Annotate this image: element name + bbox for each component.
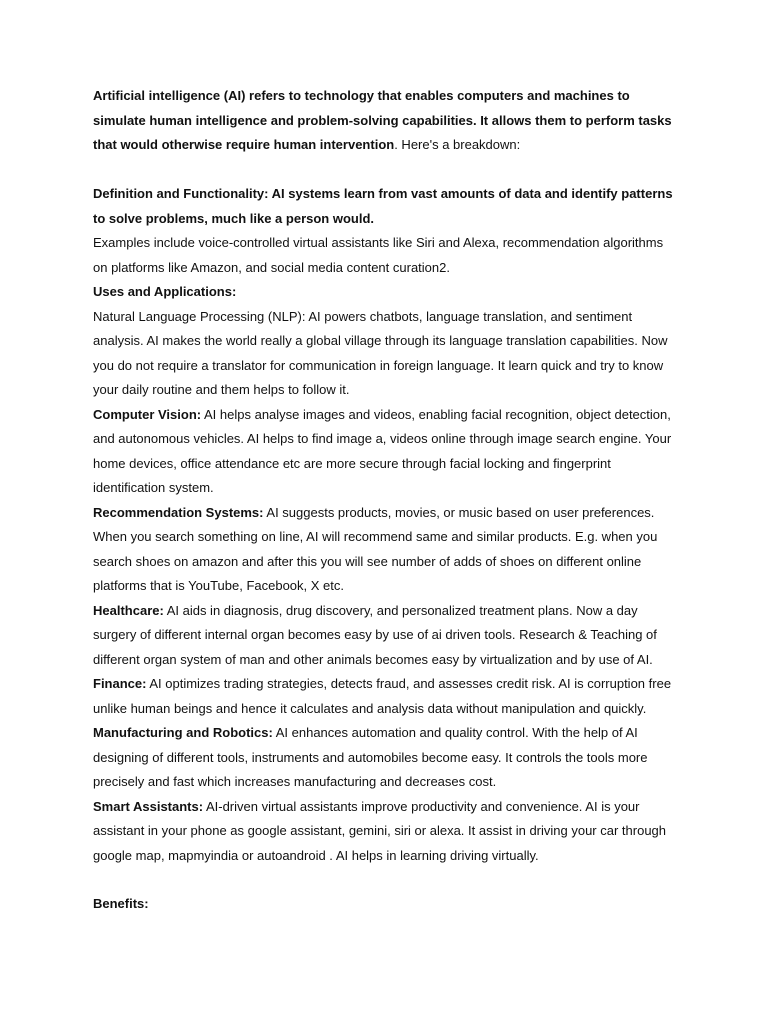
manufacturing-text: AI enhances automation and quality control. With the help of AI designing of different tools, instruments and automobiles become easy. It controls the tools more precisely and fast which increases manufacturing and decreases cost. (93, 725, 648, 789)
computer-vision-label: Computer Vision: (93, 406, 202, 422)
computer-vision-text: AI helps analyse images and videos, enabling facial recognition, object detection, and autonomous vehicles. AI helps to find image a, videos online through image search engine. Your home devices, office attendance etc are more secure through facial locking and fingerprint identification system. (93, 406, 672, 495)
recommendation-text: AI suggests products, movies, or music based on user preferences. When you search something on line, AI will recommend same and similar products. E.g. when you search shoes on amazon and after this you will see number of adds of shoes on different online platforms that is YouTube, Facebook, X etc. (93, 504, 658, 593)
healthcare-label: Healthcare: (93, 602, 164, 618)
smart-assistants-label: Smart Assistants: (93, 798, 204, 814)
recommendation-label: Recommendation Systems: (93, 504, 264, 520)
healthcare-paragraph (93, 599, 681, 673)
manufacturing-label: Manufacturing and Robotics: (93, 725, 273, 740)
smart-assistants-text: AI-driven virtual assistants improve productivity and convenience. AI is your assistant in your phone as google assistant, gemini, siri or alexa. It assist in driving your car through google map, mapmyindia or autoandroid . AI helps in learning driving virtually. (93, 798, 667, 863)
finance-paragraph (93, 672, 681, 721)
benefits-heading: Benefits: (93, 896, 149, 911)
finance-text: AI optimizes trading strategies, detects fraud, and assesses credit risk. AI is corruption free unlike human beings and hence it calculates and analysis data without manipulation and quickly. (93, 676, 672, 716)
intro-bold-text: Artificial intelligence (AI) refers to technology that enables computers and machines to simulate human intelligence and problem-solving capabilities. It allows them to perform tasks that would otherwise require human intervention (93, 88, 672, 152)
computer-vision-paragraph (93, 403, 681, 501)
healthcare-text: AI aids in diagnosis, drug discovery, and personalized treatment plans. Now a day surgery of different internal organ becomes easy by use of ai driven tools. Research & Teaching of different organ system of man and other animals becomes easy by virtualization and by use of AI. (93, 602, 657, 667)
nlp-paragraph: Natural Language Processing (NLP): AI powers chatbots, language translation, and sentiment analysis. AI makes the world really a global village through its language translation capabilities. Now you do not require a translator for communication in foreign language. It learn quick and try to know your daily routine and them helps to follow it. (93, 308, 668, 397)
definition-examples: Examples include voice-controlled virtual assistants like Siri and Alexa, recommendation algorithms on platforms like Amazon, and social media content curation2. (93, 235, 664, 275)
blank-line (93, 158, 681, 183)
document-body (93, 84, 681, 868)
uses-heading: Uses and Applications: (93, 284, 237, 299)
intro-rest-text: . Here's a breakdown: (394, 137, 521, 152)
smart-assistants-paragraph (93, 795, 681, 869)
recommendation-paragraph (93, 501, 681, 599)
intro-paragraph (93, 84, 681, 158)
finance-label: Finance: (93, 676, 147, 691)
definition-heading: Definition and Functionality: AI systems learn from vast amounts of data and identify patterns to solve problems, much like a person would. (93, 186, 673, 226)
manufacturing-paragraph (93, 721, 681, 795)
